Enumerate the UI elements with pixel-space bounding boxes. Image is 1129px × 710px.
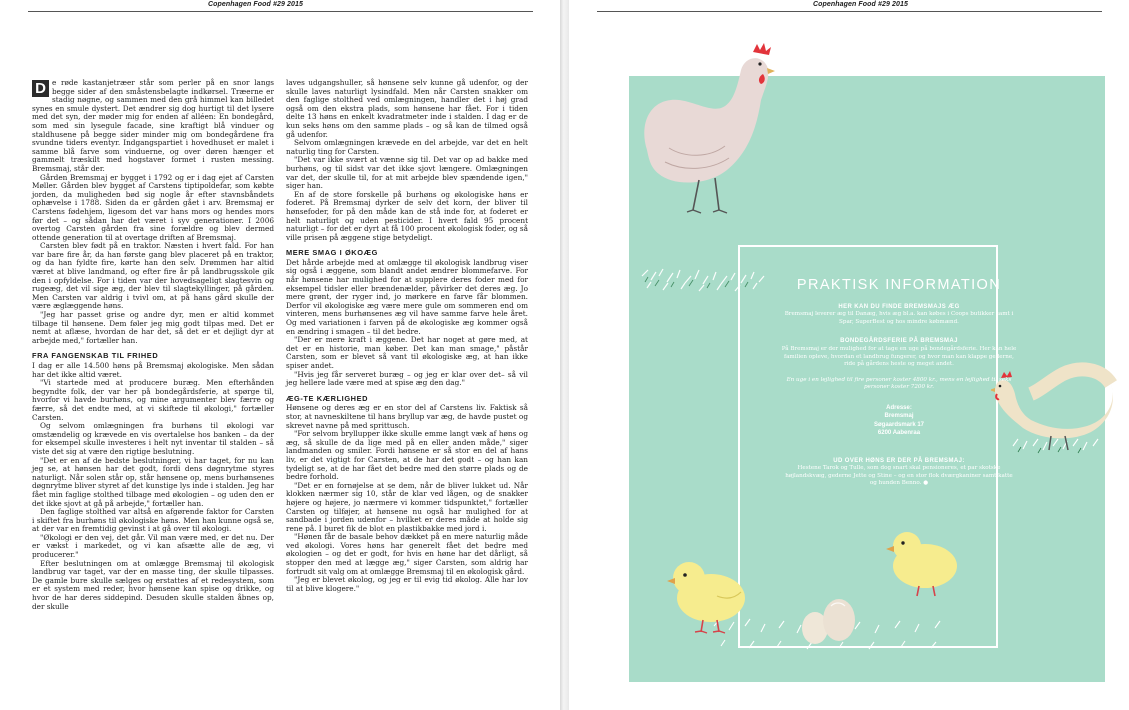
info-section-eggs [781, 304, 1017, 327]
body-paragraph: Hønsene og deres æg er en stor del af Carstens liv. Faktisk så stor, at navneskiltene til hans bryllup var æg, de havde pustet og skrevet navne på med sprittusch. [286, 403, 528, 430]
grass-patch-top [637, 236, 777, 296]
address-line: 6200 Aabenraa [877, 430, 921, 437]
body-paragraph: "Det er en fornøjelse at se dem, når de bliver lukket ud. Når klokken nærmer sig 10, står de klar ved lågen, og de snakker højere og højere, jo nærmere vi kommer tidspunktet," fortæller Carsten og tilføjer, at hønsene nu også har mulighed for at sandbade i jorden udenfor – hvilket er deres måde at holde sig rene på. I buret fik de blot en plastikbakke med jord i. [286, 480, 528, 533]
end-mark: ● [923, 480, 929, 487]
body-paragraph: "Der er mere kraft i æggene. Det har noget at gøre med, at det er en historie, man køber. Det kan man smage," påstår Carsten, som er blevet så vant til økologiske æg, at han ikke spiser andet. [286, 335, 528, 370]
info-address [781, 404, 1017, 438]
info-section-holiday [781, 338, 1017, 392]
info-heading: UD OVER HØNS ER DER PÅ BREMSMAJ: [833, 457, 965, 464]
article-column-2 [286, 79, 528, 593]
body-paragraph: "For selvom bryllupper ikke skulle emme langt væk af høns og æg, så skulle de da lige med på en eller anden måde," siger landmanden og smiler. Fordi hønsene er så stor en del af hans liv, er det vigtigt for Carsten, at de har det godt – og han kan tydeligt se, at de har fået det bedre med den større plads og de bedre forhold. [286, 429, 528, 482]
article-column-1 [32, 79, 274, 611]
info-text: På Bremsmaj er der mulighed for at tage en uge på bondegårdsferie. Her kan hele familien opleve, hvordan et landbrug fungerer, og hvor man kan klappe gederne, ride på gårdens heste og meget andet. [781, 345, 1017, 368]
body-paragraph: "Det var ikke svært at vænne sig til. Det var op ad bakke med burhøns, og til sidst var det ikke sjovt længere. Omlægningen var det, der skulle til, for at mit arbejde blev spændende igen," siger han. [286, 155, 528, 191]
body-paragraph: "Det er en af de bedste beslutninger, vi har taget, for nu kan jeg se, at hønsen har det godt, fordi dens døgnrytme styres naturligt. Når solen står op, står hønsene op, mens burhønsenes døgnrytme bliver styret af det kunstige lys inde i stalden. Jeg har fået min faglige stolthed tilbage med økologien – og uden den er det ikke sjovt at gå på arbejde," fortæller han. [32, 455, 274, 508]
info-heading: HER KAN DU FINDE BREMSMAJS ÆG [838, 303, 960, 310]
info-text: Hestene Tarok og Tulle, som dog snart skal pensioneres, et par skotske højlandskvæg, gederne Jette og Stine – og en stor flok dværgkaniner samt katte og hunden Benno. ● [785, 465, 1013, 487]
drop-cap: D [32, 80, 49, 97]
address-line: Søgaardsmark 17 [873, 421, 925, 428]
info-prices: En uge i en lejlighed til fire personer koster 4800 kr., mens en lejlighed til seks personer koster 7200 kr. [786, 376, 1012, 391]
body-paragraph: "Økologi er den vej, det går. Vil man være med, er det nu. Der er vækst i markedet, og vi kan afsætte alle de æg, vi producerer." [32, 532, 274, 560]
right-page [569, 0, 1129, 710]
left-page [0, 0, 560, 710]
section-heading: MERE SMAG I ØKOÆG [286, 248, 378, 258]
body-paragraph: En af de store forskelle på burhøns og økologiske høns er foderet. På Bremsmaj dyrker de selv det korn, der bliver til hønsefoder, for på den måde kan de stå inde for, at foderet er helt naturligt og uden pesticider. I hvert fald 95 procent naturligt – for det er dyrt at få 100 procent økologisk foder, og så ville prisen på æggene stige betydeligt. [286, 189, 528, 242]
page-gutter [560, 0, 569, 710]
header-rule [597, 11, 1102, 12]
info-panel [629, 76, 1105, 682]
body-paragraph: laves udgangshuller, så hønsene selv kunne gå udenfor, og der skulle laves naturligt lysindfald. Men når Carsten snakker om den faglige stolthed ved omlægningen, handler det i høj grad også om den ekstra plads, som hønsene har fået. For i tiden delte 13 høns en enkelt kvadratmeter inde i stalden. I dag er de kun seks høns om den samme plads – og så kan de tilmed også gå udenfor. [286, 78, 528, 139]
section-heading: FRA FANGENSKAB TIL FRIHED [32, 351, 159, 361]
body-paragraph: Efter beslutningen om at omlægge Bremsmaj til økologisk landbrug var taget, var der en masse ting, der skulle tilpasses. De gamle bure skulle sælges og erstattes af et redesystem, som er et system med reder, hvor hønsene kan spise og drikke, og hvor de har deres siddepind. Desuden skulle stalden åbnes op, der skulle [32, 558, 274, 611]
body-paragraph: Den faglige stolthed var altså en afgørende faktor for Carsten i skiftet fra burhøns til økologiske høns. Men han kunne også se, at der var en fremtidig gevinst i at gå over til økologi. [32, 507, 274, 534]
chick-illustration-right [881, 522, 971, 602]
info-title: PRAKTISK INFORMATION [796, 277, 1002, 293]
hen-illustration-top [629, 30, 779, 230]
body-paragraph: I dag er alle 14.500 høns på Bremsmaj økologiske. Men sådan har det ikke altid været. [32, 361, 274, 379]
body-paragraph: "Hvis jeg får serveret buræg – og jeg er klar over det– så vil jeg hellere lade være med at spise æg den dag." [286, 369, 528, 388]
header-rule [28, 11, 533, 12]
section-heading: ÆG-TE KÆRLIGHED [286, 393, 369, 403]
chick-illustration-left [667, 546, 757, 636]
egg-illustration [795, 584, 865, 654]
body-paragraph: Carsten blev født på en traktor. Næsten i hvert fald. For han var bare fire år, da han første gang blev placeret på en traktor, og da han fyldte fire, kørte han den selv. Drømmen har altid været at blive landmand, og efter fire år på landbrugsskole gik den i opfyldelse. For i tiden var der hovedsageligt slagtesvin og rugeæg, det vil sige æg, der blev til slagtekyllinger, på gården. Men Carsten var aldrig i tvivl om, at på hans gård skulle der være æglæggende høns. [32, 241, 274, 311]
info-text: Bremsmaj leverer æg til Danæg, hvis æg bl.a. kan købes i Coops butikker samt i Spar, SuperBest og hos mindre købmænd. [784, 311, 1014, 325]
address-line: Bremsmaj [884, 413, 914, 420]
body-paragraph: Selvom omlægningen krævede en del arbejde, var det en helt naturlig ting for Carsten. [286, 138, 528, 156]
body-paragraph: "Vi startede med at producere buræg. Men efterhånden begyndte folk, der var her på bondegårdsferie, at spørge til, hvorfor vi havde burhøns, og mine argumenter blev færre og færre, så det endte med, at vi skiftede til økologi," fortæller Carsten. [32, 378, 274, 422]
body-paragraph: Det hårde arbejde med at omlægge til økologisk landbrug viser sig også i æggene, som blandt andet ændrer blommefarve. For når hønsene har mulighed for at supplere deres foder med for eksempel tidsler eller brændenælder, påvirker det deres æg. Jo mere grønt, der ryger ind, jo mørkere en farve får blommen. Derfor vil økologiske æg være mere gule om sommeren end om vinteren, mens burhønsenes æg vil have samme farve hele året. Og med variationen i farven på de økologiske æg kommer også en ændring i smagen – til det bedre. [286, 257, 528, 336]
practical-info [781, 276, 1017, 500]
info-heading: BONDEGÅRDSFERIE PÅ BREMSMAJ [840, 338, 958, 345]
body-paragraph: "Jeg har passet grise og andre dyr, men er altid kommet tilbage til hønsene. Dem føler jeg mig godt tilpas med. Det er nemt at aflæse, hvordan de har det, så det er et dejligt dyr at arbejde med," fortæller han. [32, 310, 274, 345]
running-head: Copenhagen Food #29 2015 [813, 1, 908, 8]
body-paragraph: "Hønen får de basale behov dækket på en mere naturlig måde ved økologi. Vores høns har generelt fået det bedre med økologien – og det er godt, for hvis en høne har det dårligt, så stopper den med at lægge æg," siger Carsten, som aldrig har fortrudt sit valg om at omlægge Bremsmaj til en økologisk gård. [286, 532, 528, 576]
info-section-animals [781, 458, 1017, 488]
body-paragraph: Gården Bremsmaj er bygget i 1792 og er i dag ejet af Carsten Møller. Gården blev bygget af Carstens tiptipoldefar, som købte jorden, da muligheden bød sig nogle år efter stavnsbåndets ophævelse i 1788. Siden da er gården gået i arv. Bremsmaj er Carstens fødehjem, ligesom det var hans mors og hendes mors før det – og sådan har det været i syv generationer. I 2006 overtog Carsten gården fra sine forældre og blev dermed ottende generation til at overtage driften af Bremsmaj. [32, 172, 274, 242]
body-paragraph: Og selvom omlægningen fra burhøns til økologi var omstændelig og krævede en vis overtalelse hos banken – da der for eksempel skulle investeres i helt nyt inventar til stalden – så viste det sig at være den rigtige beslutning. [32, 421, 274, 456]
body-paragraph: "Jeg er blevet økolog, og jeg er til evig tid økolog. Alle har lov til at blive klogere." [286, 575, 528, 593]
address-label: Adresse: [886, 404, 912, 411]
intro-paragraph: D e røde kastanjetræer står som perler på en snor langs begge sider af den småstensbelagte indkørsel. Træerne er stadig nøgne, og sammen med den grå himmel kan billedet synes en smule dystert. Det ændrer sig dog hurtigt til det lysere med det syn, der møder mig for enden af alléen: En bondegård, som med sin lysegule facade, sine kraftigt blå vinduer og staldhusene på begge sider minder mig om bondegårdene fra svundne tiders eventyr. Indgangspartiet i hovedhuset er malet i samme blå farve som vinduerne, og over døren hænger et gammelt træskilt med hogstaver formet i rusten messing. Bremsmaj, står der. [32, 78, 274, 173]
running-head: Copenhagen Food #29 2015 [208, 1, 303, 8]
